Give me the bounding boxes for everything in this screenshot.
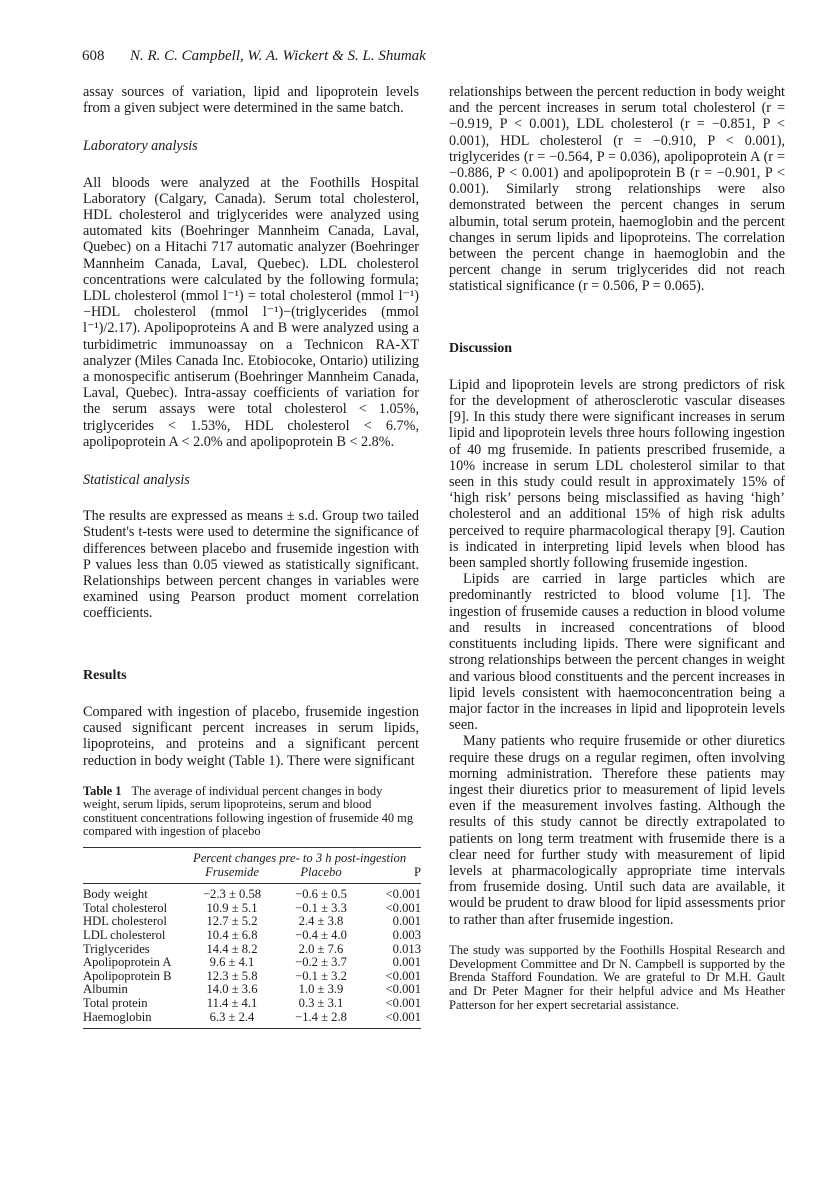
table-header-frusemide: Frusemide bbox=[189, 866, 275, 884]
frusemide-value: 6.3 ± 2.4 bbox=[209, 1009, 255, 1024]
row-label: Total protein bbox=[83, 996, 148, 1011]
discussion-heading: Discussion bbox=[449, 340, 513, 356]
results-continuation-paragraph: relationships between the percent reduction in body weight and the percent increases in serum total cholesterol (r = −0.919, P < 0.001), LDL cholesterol (r = −0.851, P < 0.001), HDL cholesterol (r = −0.910, P < 0.001), triglycerides (r = −0.564, P = 0.036), apolipoprotein A (r = −0.886, P < 0.001) and apolipoprotein B (r = −0.901, P < 0.001). Similarly strong relationships were also demonstrated between the percent changes in serum albumin, total serum protein, haemoglobin and the percent changes in serum lipids and lipoproteins. The correlation between the percent change in haemoglobin and the percent change in serum triglycerides did not reach statistical significance (r = 0.506, P = 0.065). bbox=[449, 84, 785, 295]
row-label: Total cholesterol bbox=[83, 900, 168, 915]
row-label: Albumin bbox=[83, 982, 128, 997]
right-column bbox=[449, 84, 785, 1013]
p-value: 0.001 bbox=[392, 955, 421, 970]
laboratory-analysis-paragraph: All bloods were analyzed at the Foothills Hospital Laboratory (Calgary, Canada). Serum total cholesterol, HDL cholesterol and triglycerides were analyzed using automated kits (Boehringer Mannheim Canada, Laval, Quebec) on a Hitachi 717 automatic analyzer (Boehringer Mannheim Canada, Laval, Quebec). LDL cholesterol concentrations were calculated by the following formula; LDL cholesterol (mmol l⁻¹) = total cholesterol (mmol l⁻¹)−HDL cholesterol (mmol l⁻¹)−(triglycerides (mmol l⁻¹)/2.17). Apolipoproteins A and B were analyzed using a turbidimetric immunoassay on a Technicon RA-XT analyzer (Miles Canada Inc. Etobiocoke, Ontario) utilizing a monospecific antiserum (Boehringer Mannheim Canada, Laval, Quebec). Intra-assay coefficients of variation for the serum assays were total cholesterol < 1.05%, triglycerides < 1.53%, HDL cholesterol < 6.7%, apolipoprotein A < 2.0% and apolipoprotein B < 2.8%. bbox=[83, 174, 419, 450]
row-label: LDL cholesterol bbox=[83, 928, 166, 943]
p-value: <0.001 bbox=[385, 900, 421, 915]
placebo-value: −0.1 ± 3.2 bbox=[295, 968, 347, 983]
frusemide-value: 12.7 ± 5.2 bbox=[206, 914, 258, 929]
frusemide-value: 11.4 ± 4.1 bbox=[206, 996, 258, 1011]
table-spanning-header: Percent changes pre- to 3 h post-ingestion bbox=[193, 851, 407, 866]
table-1-caption-text: The average of individual percent changes in body weight, serum lipids, serum lipoproteins, serum and blood constituent concentrations following ingestion of frusemide 40 mg compared with ingestion of placebo bbox=[83, 783, 414, 839]
statistical-analysis-heading: Statistical analysis bbox=[83, 472, 190, 489]
p-value: 0.001 bbox=[392, 914, 421, 929]
frusemide-value: 9.6 ± 4.1 bbox=[209, 955, 255, 970]
frusemide-value: 14.0 ± 3.6 bbox=[206, 982, 258, 997]
row-label: Triglycerides bbox=[83, 941, 150, 956]
table-row bbox=[83, 997, 421, 1011]
p-value: <0.001 bbox=[385, 982, 421, 997]
p-value: <0.001 bbox=[385, 968, 421, 983]
placebo-value: 2.0 ± 7.6 bbox=[298, 941, 344, 956]
p-value: 0.003 bbox=[392, 928, 421, 943]
results-heading: Results bbox=[83, 667, 127, 683]
table-row bbox=[83, 970, 421, 984]
table-1-label: Table 1 bbox=[83, 783, 122, 798]
discussion-paragraph-1: Lipid and lipoprotein levels are strong predictors of risk for the development of atherosclerotic vascular diseases [9]. In this study there were significant increases in serum lipid and lipoprotein levels three hours following ingestion of 40 mg frusemide. In patients prescribed frusemide, a 10% increase in serum LDL cholesterol similar to that seen in this study could result in approximately 15% of ‘high risk’ persons being misclassified as having ‘high’ cholesterol and an additional 15% of high risk adults perceived to require pharmacological therapy [9]. Caution is indicated in interpreting lipid levels when blood has been sampled shortly following frusemide ingestion. bbox=[449, 376, 785, 572]
table-row bbox=[83, 884, 421, 902]
table-row bbox=[83, 943, 421, 957]
placebo-value: 2.4 ± 3.8 bbox=[298, 914, 344, 929]
left-column bbox=[83, 84, 419, 1029]
table-row bbox=[83, 915, 421, 929]
frusemide-value: 14.4 ± 8.2 bbox=[206, 941, 258, 956]
placebo-value: 1.0 ± 3.9 bbox=[298, 982, 344, 997]
placebo-value: −1.4 ± 2.8 bbox=[295, 1009, 347, 1024]
table-row bbox=[83, 983, 421, 997]
table-1-caption bbox=[83, 785, 419, 839]
page-number: 608 bbox=[82, 48, 105, 64]
table-header-blank bbox=[83, 866, 189, 884]
table-1 bbox=[83, 847, 421, 1029]
placebo-value: 0.3 ± 3.1 bbox=[298, 996, 344, 1011]
frusemide-value: 12.3 ± 5.8 bbox=[206, 968, 258, 983]
table-row bbox=[83, 929, 421, 943]
placebo-value: −0.2 ± 3.7 bbox=[295, 955, 347, 970]
table-header-p: P bbox=[367, 866, 421, 884]
discussion-paragraph-3: Many patients who require frusemide or other diuretics require these drugs on a regular regimen, often involving morning administration. Therefore these patients may ingest their diuretics prior to measurement of lipid levels even if the measurement involves fasting. Although the results of this study cannot be directly extrapolated to patients on long term treatment with frusemide there is a clear need for further study with measurement of lipid levels at pharmacologically appropriate time intervals from frusemide dosing. Until such data are available, it would be prudent to draw blood for lipid assessments prior to rather than after frusemide ingestion. bbox=[449, 733, 785, 928]
running-head bbox=[82, 48, 426, 65]
statistical-analysis-paragraph: The results are expressed as means ± s.d. Group two tailed Student's t-tests were used to determine the significance of differences between placebo and frusemide ingestion with P values less than 0.05 viewed as statistically significant. Relationships between percent changes in variables were examined using Pearson product moment correlation coefficients. bbox=[83, 508, 419, 622]
placebo-value: −0.6 ± 0.5 bbox=[295, 887, 347, 902]
discussion-paragraph-2: Lipids are carried in large particles which are predominantly restricted to blood volume [1]. The ingestion of frusemide causes a reduction in blood volume and results in increased concentrations of blood constituents including lipids. There were significant and strong relationships between the percent changes in weight and various blood constituents and the percent increases in lipid levels consistent with haemoconcentration being a major factor in the increases in lipid and lipoprotein levels seen. bbox=[449, 571, 785, 734]
row-label: Apolipoprotein A bbox=[83, 955, 172, 970]
laboratory-analysis-heading: Laboratory analysis bbox=[83, 138, 198, 155]
p-value: <0.001 bbox=[385, 1009, 421, 1024]
row-label: Haemoglobin bbox=[83, 1009, 152, 1024]
row-label: HDL cholesterol bbox=[83, 914, 167, 929]
results-paragraph: Compared with ingestion of placebo, frusemide ingestion caused significant percent increases in serum lipids, lipoproteins, and proteins and a significant percent reduction in body weight (Table 1). There were significant bbox=[83, 703, 419, 769]
table-1-body bbox=[83, 884, 421, 1029]
p-value: <0.001 bbox=[385, 996, 421, 1011]
methods-continuation-paragraph: assay sources of variation, lipid and lipoprotein levels from a given subject were determined in the same batch. bbox=[83, 84, 419, 117]
table-header-placebo: Placebo bbox=[275, 866, 367, 884]
frusemide-value: 10.9 ± 5.1 bbox=[206, 900, 258, 915]
row-label: Body weight bbox=[83, 887, 148, 902]
acknowledgements: The study was supported by the Foothills Hospital Research and Development Committee and Dr N. Campbell is supported by the Brenda Stafford Foundation. We are grateful to Dr M.H. Gault and Dr Peter Magner for their helpful advice and Ms Heather Patterson for her expert secretarial assistance. bbox=[449, 942, 785, 1012]
p-value: <0.001 bbox=[385, 887, 421, 902]
placebo-value: −0.4 ± 4.0 bbox=[295, 928, 347, 943]
row-label: Apolipoprotein B bbox=[83, 968, 172, 983]
table-row bbox=[83, 902, 421, 916]
p-value: 0.013 bbox=[392, 941, 421, 956]
table-row bbox=[83, 956, 421, 970]
running-head-authors: N. R. C. Campbell, W. A. Wickert & S. L. Shumak bbox=[130, 48, 426, 64]
frusemide-value: −2.3 ± 0.58 bbox=[202, 887, 262, 902]
placebo-value: −0.1 ± 3.3 bbox=[295, 900, 347, 915]
frusemide-value: 10.4 ± 6.8 bbox=[206, 928, 258, 943]
table-row bbox=[83, 1011, 421, 1029]
